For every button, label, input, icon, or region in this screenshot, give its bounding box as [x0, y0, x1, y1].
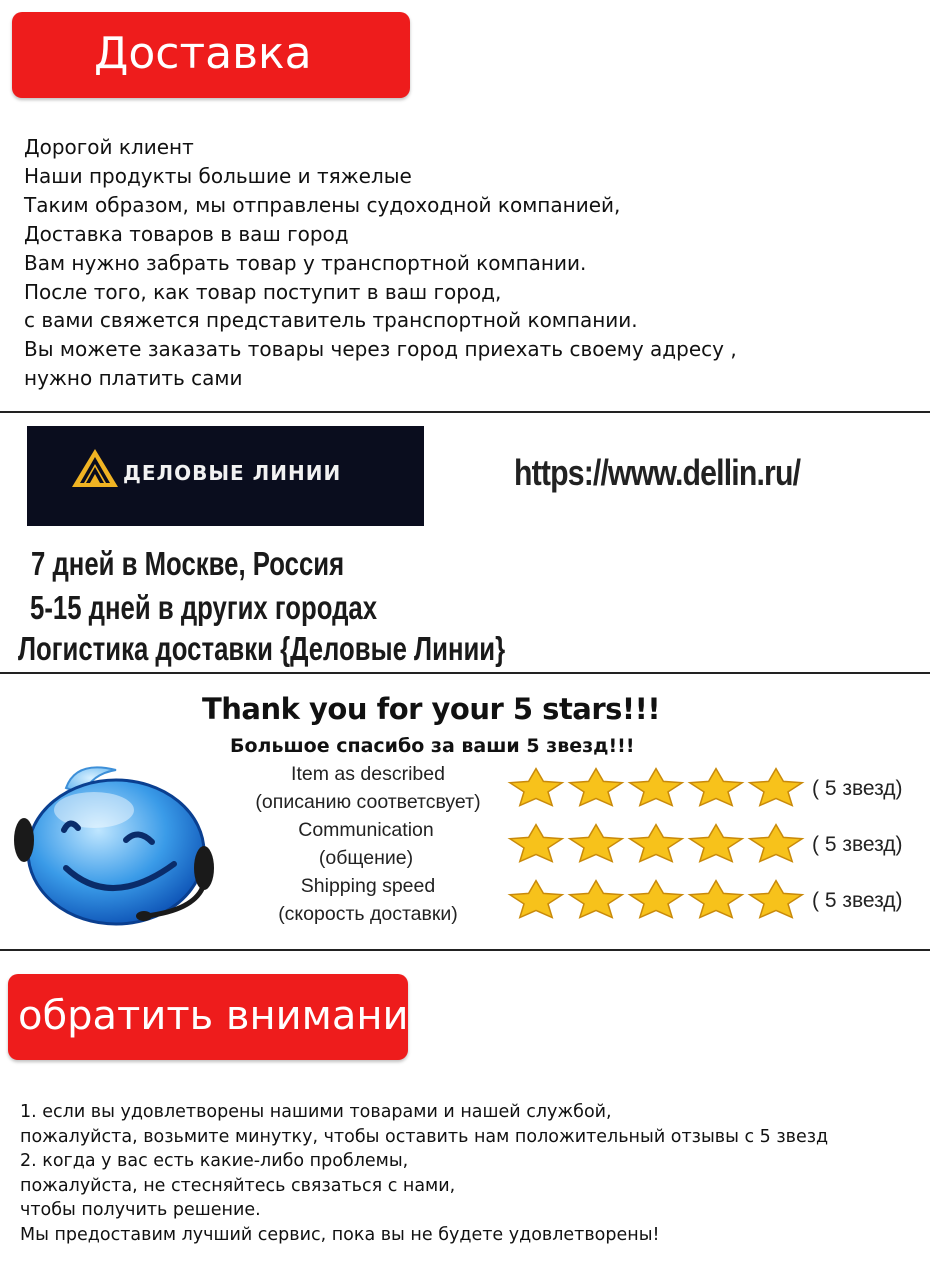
rating-label-ru: (описанию соответсвует) — [255, 791, 481, 813]
intro-line: с вами свяжется представитель транспортной компании. — [24, 308, 638, 333]
rating-count: ( 5 звезд) — [812, 777, 903, 800]
carrier-logo-text: ДЕЛОВЫЕ ЛИНИИ — [123, 461, 342, 485]
delivery-banner — [12, 12, 410, 98]
intro-line: После того, как товар поступит в ваш город, — [24, 279, 502, 304]
rating-label-item — [228, 760, 508, 816]
notes-line: пожалуйста, возьмите минутку, чтобы оставить нам положительный отзывы с 5 звезд — [20, 1126, 829, 1147]
rating-label-en: Shipping speed — [300, 875, 436, 897]
rating-label-ru: (общение) — [318, 847, 414, 869]
star-icon — [566, 878, 626, 922]
carrier-logo — [27, 426, 424, 526]
star-rating-communication — [506, 822, 806, 866]
intro-line: нужно платить сами — [24, 366, 243, 391]
star-icon — [506, 766, 566, 810]
notes-line: пожалуйста, не стесняйтесь связаться с нами, — [20, 1175, 456, 1196]
intro-text — [24, 133, 737, 393]
star-icon — [506, 878, 566, 922]
star-rating-item — [506, 766, 806, 810]
star-icon — [746, 766, 806, 810]
logistics-name: Логистика доставки {Деловые Линии} — [18, 630, 506, 667]
star-icon — [686, 878, 746, 922]
star-icon — [746, 822, 806, 866]
rating-label-shipping — [228, 872, 508, 928]
notes-line: чтобы получить решение. — [20, 1200, 261, 1221]
intro-line: Доставка товаров в ваш город — [24, 221, 349, 246]
rating-label-en: Communication — [298, 819, 434, 841]
rating-label-en: Item as described — [291, 763, 445, 785]
rating-count: ( 5 звезд) — [812, 833, 903, 856]
star-icon — [566, 822, 626, 866]
star-icon — [506, 822, 566, 866]
attention-banner — [8, 974, 434, 1060]
attention-banner-label: обратить внимание — [18, 993, 434, 1039]
feedback-title: Thank you for your 5 stars!!! — [202, 692, 661, 726]
section-divider — [0, 949, 930, 951]
star-icon — [686, 766, 746, 810]
intro-line: Таким образом, мы отправлены судоходной компанией, — [24, 192, 621, 217]
notes-text — [20, 1100, 828, 1248]
star-icon — [626, 822, 686, 866]
star-rating-shipping — [506, 878, 806, 922]
notes-line: Мы предоставим лучший сервис, пока вы не будете удовлетворены! — [20, 1224, 660, 1245]
feedback-subtitle: Большое спасибо за ваши 5 звезд!!! — [230, 735, 635, 757]
intro-line: Вам нужно забрать товар у транспортной компании. — [24, 250, 587, 275]
star-icon — [746, 878, 806, 922]
moscow-delivery-term: 7 дней в Москве, Россия — [31, 545, 345, 582]
notes-line: 1. если вы удовлетворены нашими товарами и нашей службой, — [20, 1102, 612, 1122]
notes-line: 2. когда у вас есть какие-либо проблемы, — [20, 1151, 409, 1172]
rating-label-ru: (скорость доставки) — [278, 903, 458, 925]
rating-count: ( 5 звезд) — [812, 889, 903, 912]
star-icon — [626, 878, 686, 922]
carrier-url[interactable]: https://www.dellin.ru/ — [514, 452, 801, 493]
star-icon — [686, 822, 746, 866]
section-divider — [0, 411, 930, 413]
chevron-triangle-logo-icon — [72, 449, 118, 487]
smiley-headset-mascot-icon — [6, 760, 216, 930]
intro-line: Наши продукты большие и тяжелые — [24, 163, 412, 188]
rating-label-communication — [226, 816, 506, 872]
intro-line: Дорогой клиент — [24, 135, 194, 159]
delivery-banner-label: Доставка — [94, 28, 312, 79]
intro-line: Вы можете заказать товары через город приехать своему адресу , — [24, 337, 737, 362]
section-divider — [0, 672, 930, 674]
other-cities-delivery-term: 5-15 дней в других городах — [30, 589, 378, 626]
star-icon — [626, 766, 686, 810]
star-icon — [566, 766, 626, 810]
